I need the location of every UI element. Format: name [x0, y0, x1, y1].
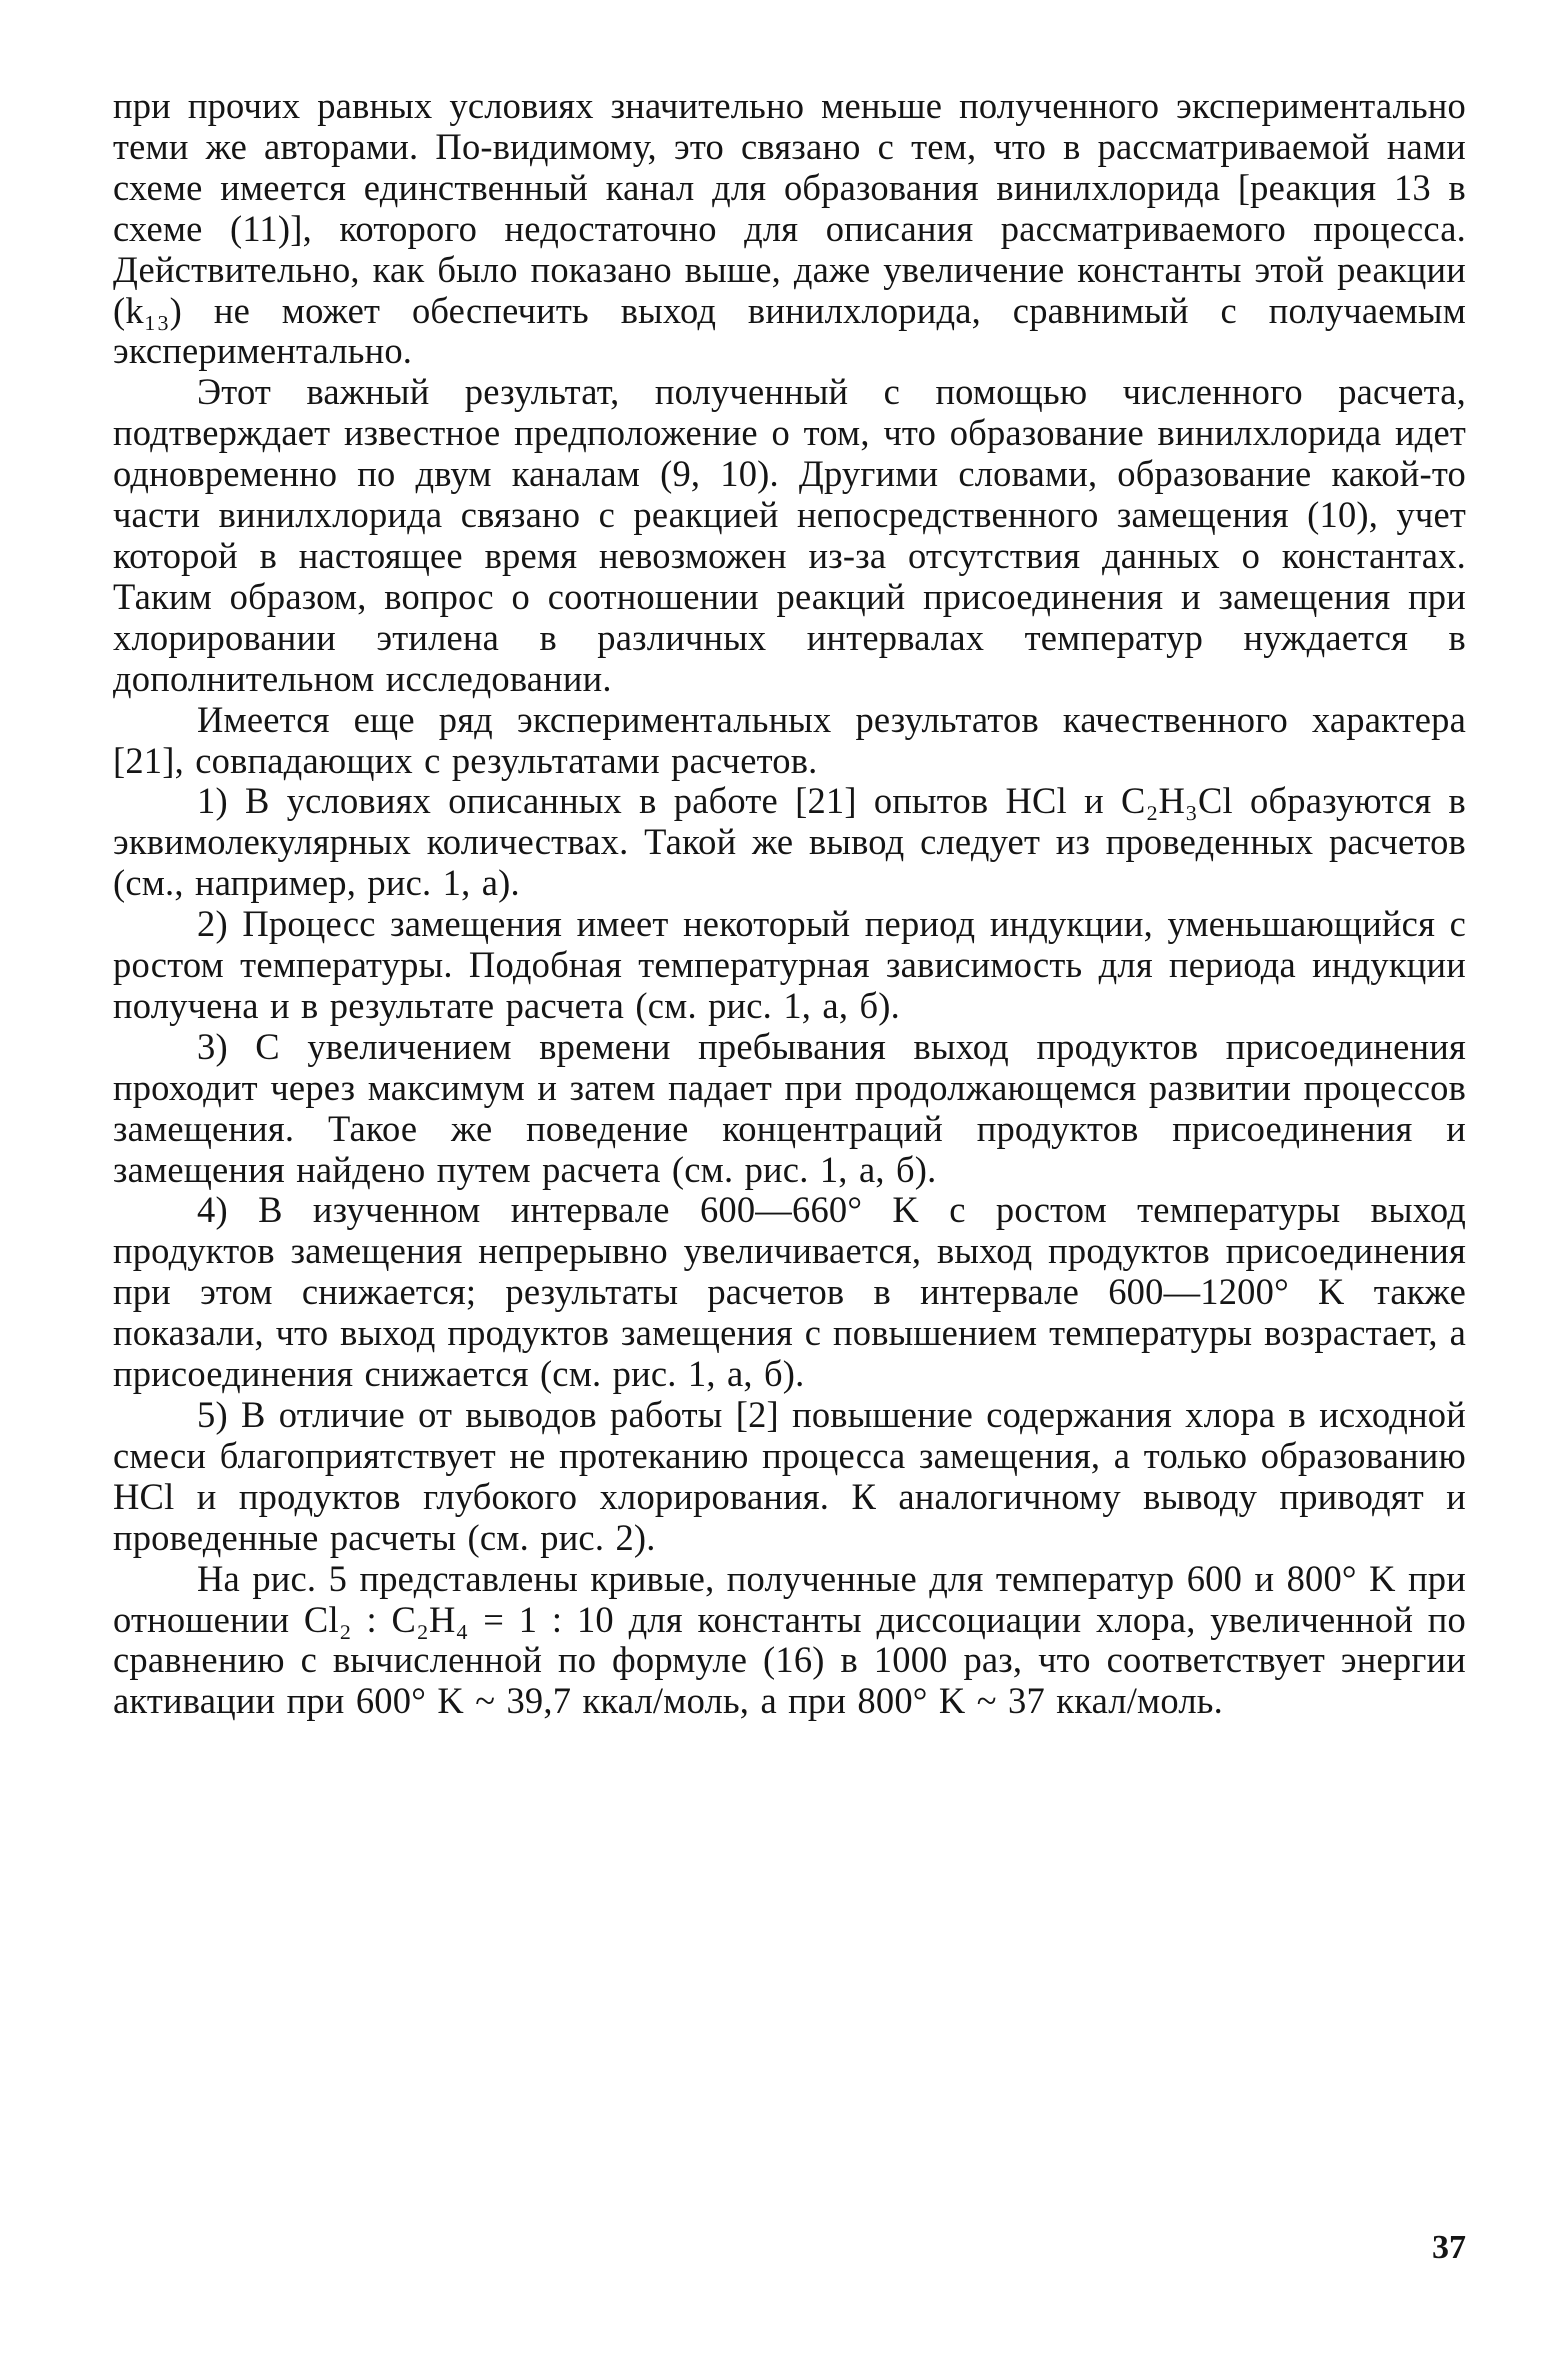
list-item-4: 4) В изученном интервале 600—660° K с ростом температуры выход продуктов замещения непрерывно увеличивается, выход продуктов присоединения при этом снижается; результаты расчетов в интервале 600—1200° K также показали, что выход продуктов замещения с повышением температуры возрастает, а присоединения снижается (см. рис. 1, а, б).	[113, 1189, 1466, 1395]
page-number: 37	[1432, 2229, 1466, 2266]
paragraph-figure-5: На рис. 5 представлены кривые, полученные для температур 600 и 800° K при отношении Cl₂ : C₂H₄ = 1 : 10 для константы диссоциации хлора, увеличенной по сравнению с вычисленной по формуле (16) в 1000 раз, что соответствует энергии активации при 600° K ~ 39,7 ккал/моль, а при 800° K ~ 37 ккал/моль.	[113, 1557, 1466, 1722]
list-item-3: 3) С увеличением времени пребывания выход продуктов присоединения проходит через максимум и затем падает при продолжающемся развитии процессов замещения. Такое же поведение концентраций продуктов присоединения и замещения найдено путем расчета (см. рис. 1, а, б).	[113, 1025, 1466, 1190]
body-text	[113, 86, 1466, 1722]
paragraph-qualitative-results: Имеется еще ряд экспериментальных результатов качественного характера [21], совпадающих с результатами расчетов.	[113, 698, 1466, 781]
list-item-1: 1) В условиях описанных в работе [21] опытов HCl и C₂H₃Cl образуются в эквимолекулярных количествах. Такой же вывод следует из проведенных расчетов (см., например, рис. 1, а).	[113, 780, 1466, 904]
list-item-5: 5) В отличие от выводов работы [2] повышение содержания хлора в исходной смеси благоприятствует не протеканию процесса замещения, а только образованию HCl и продуктов глубокого хлорирования. К аналогичному выводу приводят и проведенные расчеты (см. рис. 2).	[113, 1394, 1466, 1558]
paragraph-continuation: при прочих равных условиях значительно меньше полученного экспериментально теми же авторами. По-видимому, это связано с тем, что в рассматриваемой нами схеме имеется единственный канал для образования винилхлорида [реакция 13 в схеме (11)], которого недостаточно для описания рассматриваемого процесса. Действительно, как было показано выше, даже увеличение константы этой реакции (k₁₃) не может обеспечить выход винилхлорида, сравнимый с получаемым экспериментально.	[113, 85, 1466, 372]
paragraph-numerical-result: Этот важный результат, полученный с помощью численного расчета, подтверждает известное предположение о том, что образование винилхлорида идет одновременно по двум каналам (9, 10). Другими словами, образование какой-то части винилхлорида связано с реакцией непосредственного замещения (10), учет которой в настоящее время невозможен из-за отсутствия данных о константах. Таким образом, вопрос о соотношении реакций присоединения и замещения при хлорировании этилена в различных интервалах температур нуждается в дополнительном исследовании.	[113, 371, 1466, 699]
list-item-2: 2) Процесс замещения имеет некоторый период индукции, уменьшающийся с ростом температуры. Подобная температурная зависимость для периода индукции получена и в результате расчета (см. рис. 1, а, б).	[113, 903, 1466, 1026]
